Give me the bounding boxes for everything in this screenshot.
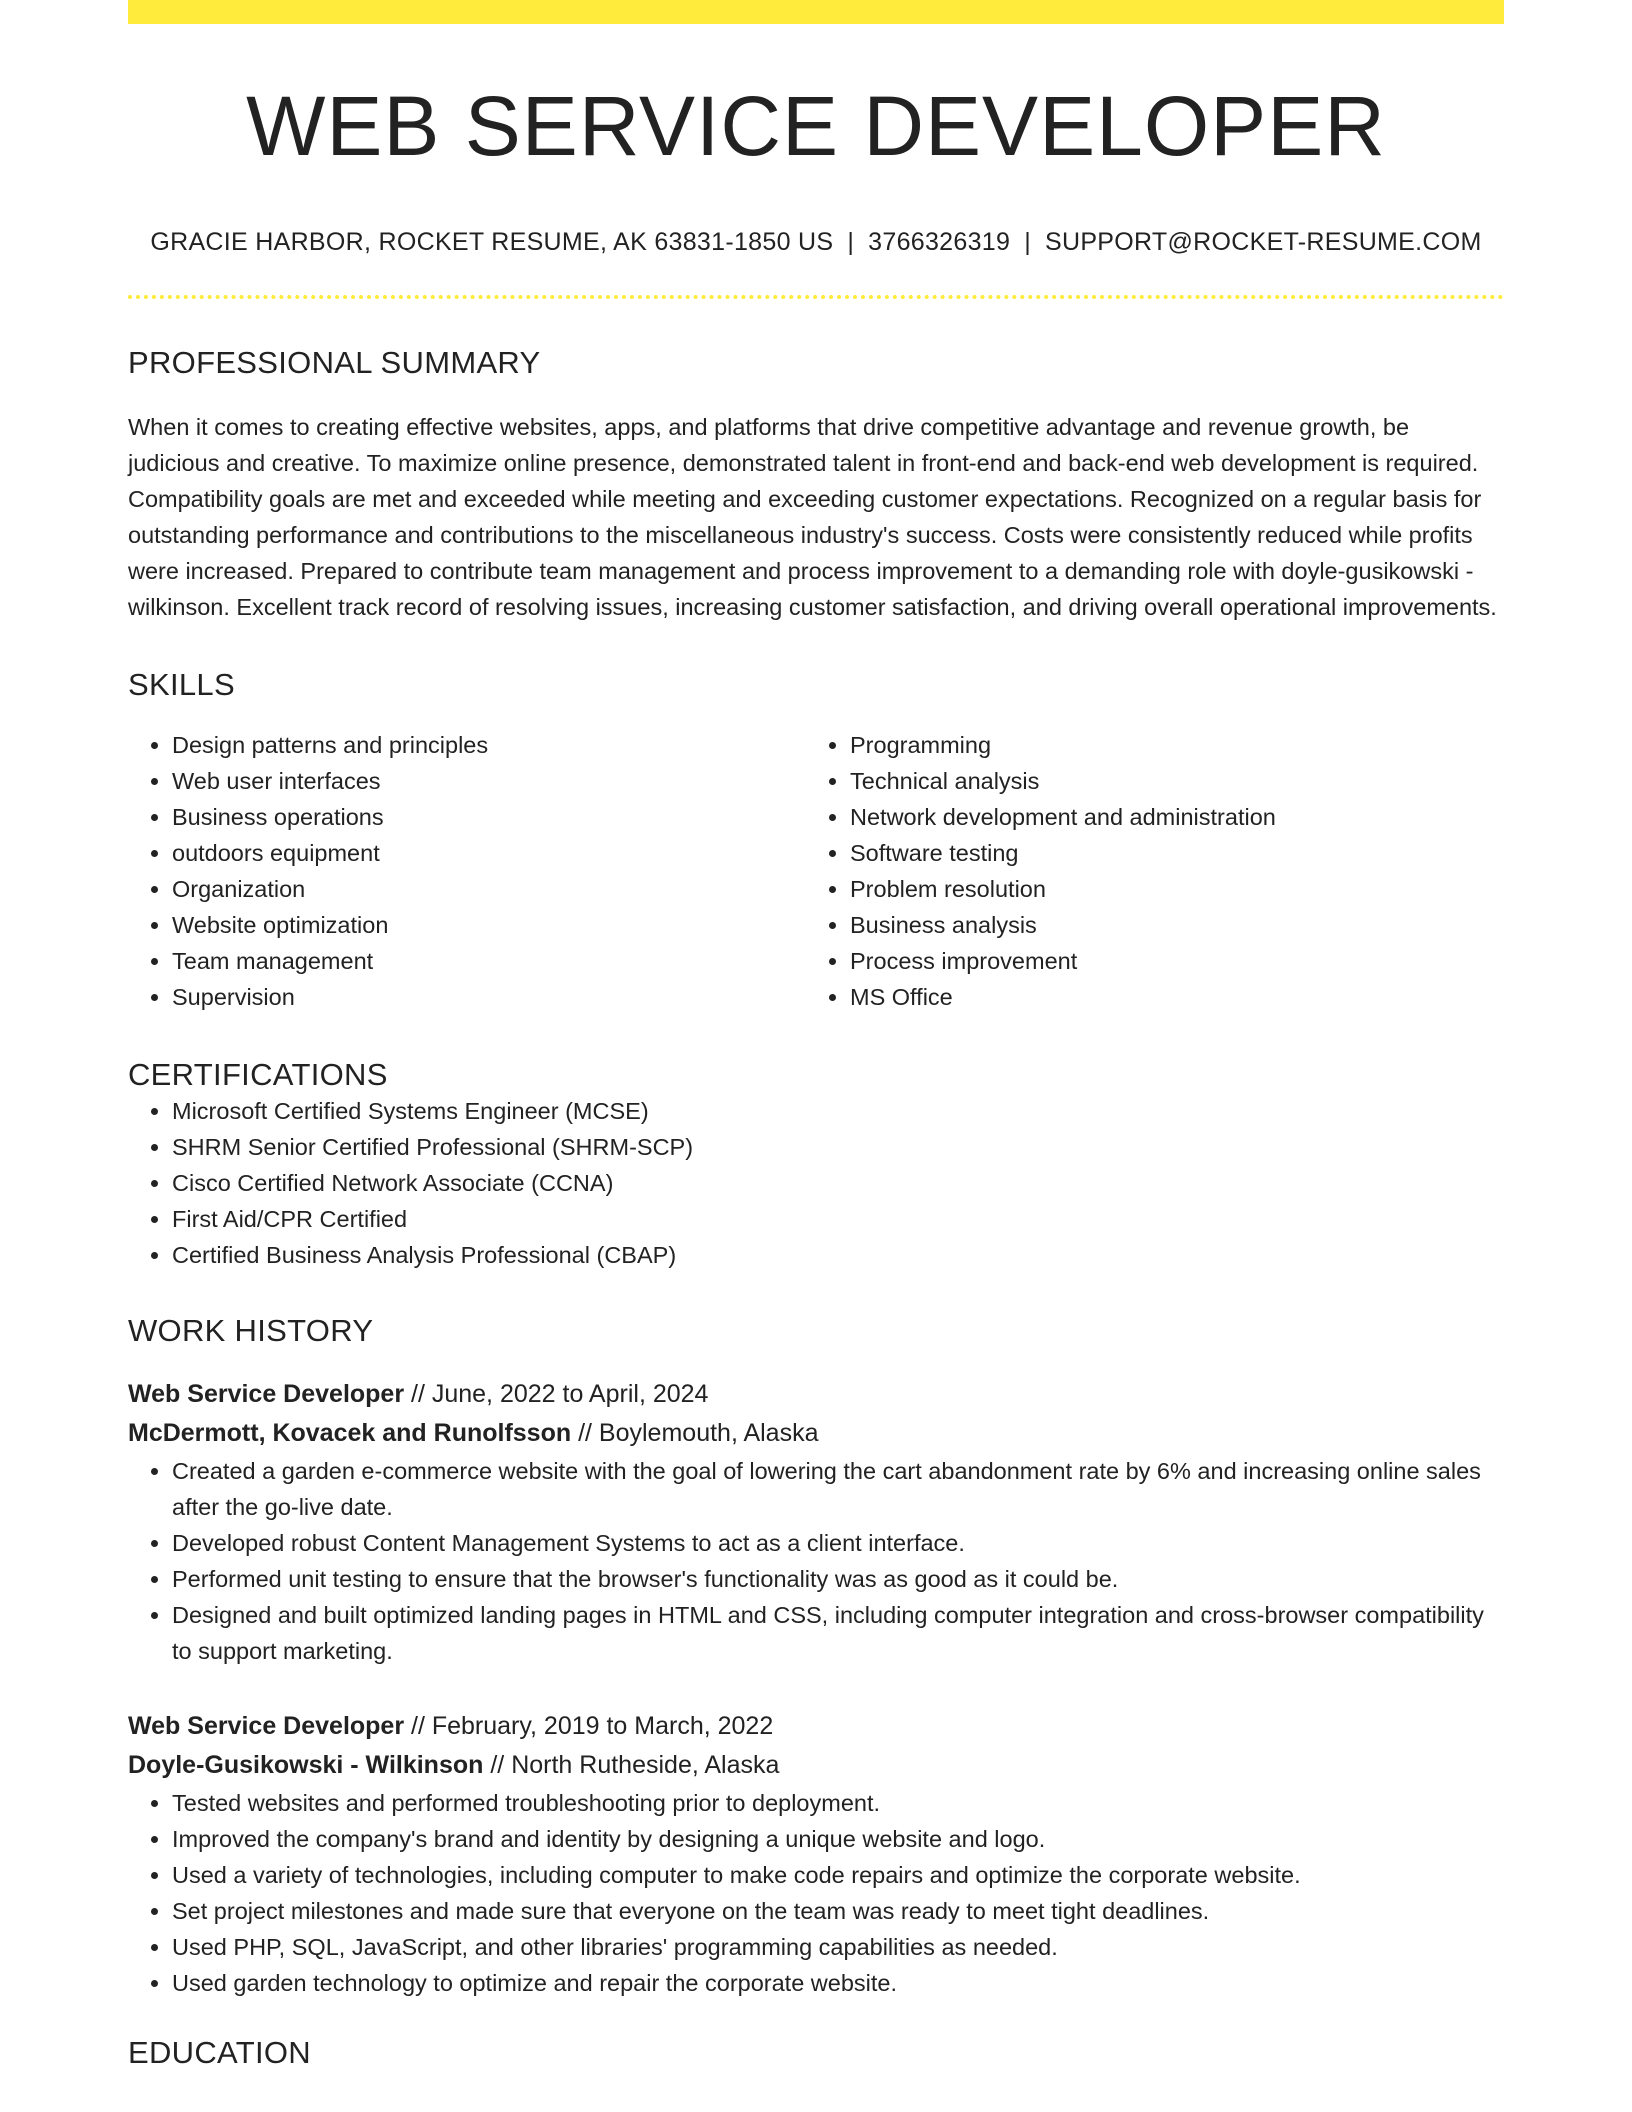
summary-section (128, 345, 1504, 625)
skill-item: • Technical analysis (850, 763, 1484, 799)
contact-line (128, 228, 1504, 257)
contact-address: GRACIE HARBOR, ROCKET RESUME, AK 63831-1850 US (150, 228, 834, 257)
job-duty: • Used a variety of technologies, including computer to make code repairs and optimize the corporate website. (172, 1857, 1504, 1893)
skill-item: • Organization (172, 871, 806, 907)
job-role: Web Service Developer (128, 1712, 405, 1741)
certifications-list (128, 1093, 1504, 1273)
certification-item: • Cisco Certified Network Associate (CCNA) (172, 1165, 1504, 1201)
job-title-line (128, 1707, 1504, 1746)
skills-grid (128, 727, 1504, 1015)
job-entry (128, 1375, 1504, 1669)
skill-item: • Programming (850, 727, 1484, 763)
job-duties-list (128, 1785, 1504, 2001)
job-company-line (128, 1414, 1504, 1453)
summary-text: When it comes to creating effective websites, apps, and platforms that drive competitive advantage and revenue growth, be judicious and creative. To maximize online presence, demonstrated talent in front-end and back-end web development is required. Compatibility goals are met and exceeded while meeting and exceeding customer expectations. Recognized on a regular basis for outstanding performance and contributions to the miscellaneous industry's success. Costs were consistently reduced while profits were increased. Prepared to contribute team management and process improvement to a demanding role with doyle-gusikowski - wilkinson. Excellent track record of resolving issues, increasing customer satisfaction, and driving overall operational improvements. (128, 414, 1497, 621)
certification-item: • Certified Business Analysis Professional (CBAP) (172, 1237, 1504, 1273)
job-duty: • Developed robust Content Management Systems to act as a client interface. (172, 1525, 1504, 1561)
job-company: Doyle-Gusikowski - Wilkinson (128, 1751, 484, 1780)
skill-item: • MS Office (850, 979, 1484, 1015)
skills-list-right (806, 727, 1484, 1015)
job-duty: • Tested websites and performed troubleshooting prior to deployment. (172, 1785, 1504, 1821)
skill-item: • Software testing (850, 835, 1484, 871)
skills-list-left (128, 727, 806, 1015)
certifications-section (128, 1057, 1504, 1273)
summary-heading: PROFESSIONAL SUMMARY (128, 345, 541, 381)
work-history-section (128, 1313, 1504, 2001)
skill-item: • Business analysis (850, 907, 1484, 943)
job-duty: • Set project milestones and made sure that everyone on the team was ready to meet tight deadlines. (172, 1893, 1504, 1929)
job-dates: // June, 2022 to April, 2024 (404, 1380, 709, 1409)
job-dates: // February, 2019 to March, 2022 (404, 1712, 774, 1741)
job-duties-list (128, 1453, 1504, 1669)
education-heading: EDUCATION (128, 2035, 311, 2071)
job-location: // North Rutheside, Alaska (483, 1751, 780, 1780)
job-company-line (128, 1746, 1504, 1785)
job-company: McDermott, Kovacek and Runolfsson (128, 1419, 572, 1448)
skill-item: • Network development and administration (850, 799, 1484, 835)
certification-item: • Microsoft Certified Systems Engineer (MCSE) (172, 1093, 1504, 1129)
work-history-heading: WORK HISTORY (128, 1313, 374, 1349)
skills-column-right (806, 727, 1484, 1015)
header-divider (128, 295, 1504, 299)
job-duty: • Performed unit testing to ensure that the browser's functionality was as good as it could be. (172, 1561, 1504, 1597)
top-accent-bar (128, 0, 1504, 24)
skill-item: • Supervision (172, 979, 806, 1015)
certification-item: • SHRM Senior Certified Professional (SHRM-SCP) (172, 1129, 1504, 1165)
job-duty: • Used garden technology to optimize and repair the corporate website. (172, 1965, 1504, 2001)
job-entry (128, 1707, 1504, 2001)
job-duty: • Created a garden e-commerce website with the goal of lowering the cart abandonment rate by 6% and increasing online sales after the go-live date. (172, 1453, 1504, 1525)
skill-item: • Business operations (172, 799, 806, 835)
skill-item: • Website optimization (172, 907, 806, 943)
job-role: Web Service Developer (128, 1380, 405, 1409)
resume-page (128, 0, 1504, 2071)
contact-phone[interactable]: 3766326319 (868, 228, 1011, 257)
skill-item: • outdoors equipment (172, 835, 806, 871)
skill-item: • Web user interfaces (172, 763, 806, 799)
job-location: // Boylemouth, Alaska (571, 1419, 819, 1448)
job-duty: • Designed and built optimized landing pages in HTML and CSS, including computer integration and cross-browser compatibility to support marketing. (172, 1597, 1504, 1669)
skill-item: • Problem resolution (850, 871, 1484, 907)
certification-item: • First Aid/CPR Certified (172, 1201, 1504, 1237)
skills-section (128, 667, 1504, 1015)
job-title-line (128, 1375, 1504, 1414)
skill-item: • Design patterns and principles (172, 727, 806, 763)
resume-title: WEB SERVICE DEVELOPER (246, 79, 1386, 173)
skill-item: • Team management (172, 943, 806, 979)
job-duty: • Used PHP, SQL, JavaScript, and other libraries' programming capabilities as needed. (172, 1929, 1504, 1965)
contact-email[interactable]: SUPPORT@ROCKET-RESUME.COM (1045, 228, 1482, 257)
education-section (128, 2035, 1504, 2071)
skills-heading: SKILLS (128, 667, 235, 703)
contact-separator: | (847, 228, 855, 257)
job-duty: • Improved the company's brand and identity by designing a unique website and logo. (172, 1821, 1504, 1857)
certifications-heading: CERTIFICATIONS (128, 1057, 388, 1093)
skill-item: • Process improvement (850, 943, 1484, 979)
contact-separator: | (1024, 228, 1031, 257)
skills-column-left (128, 727, 806, 1015)
